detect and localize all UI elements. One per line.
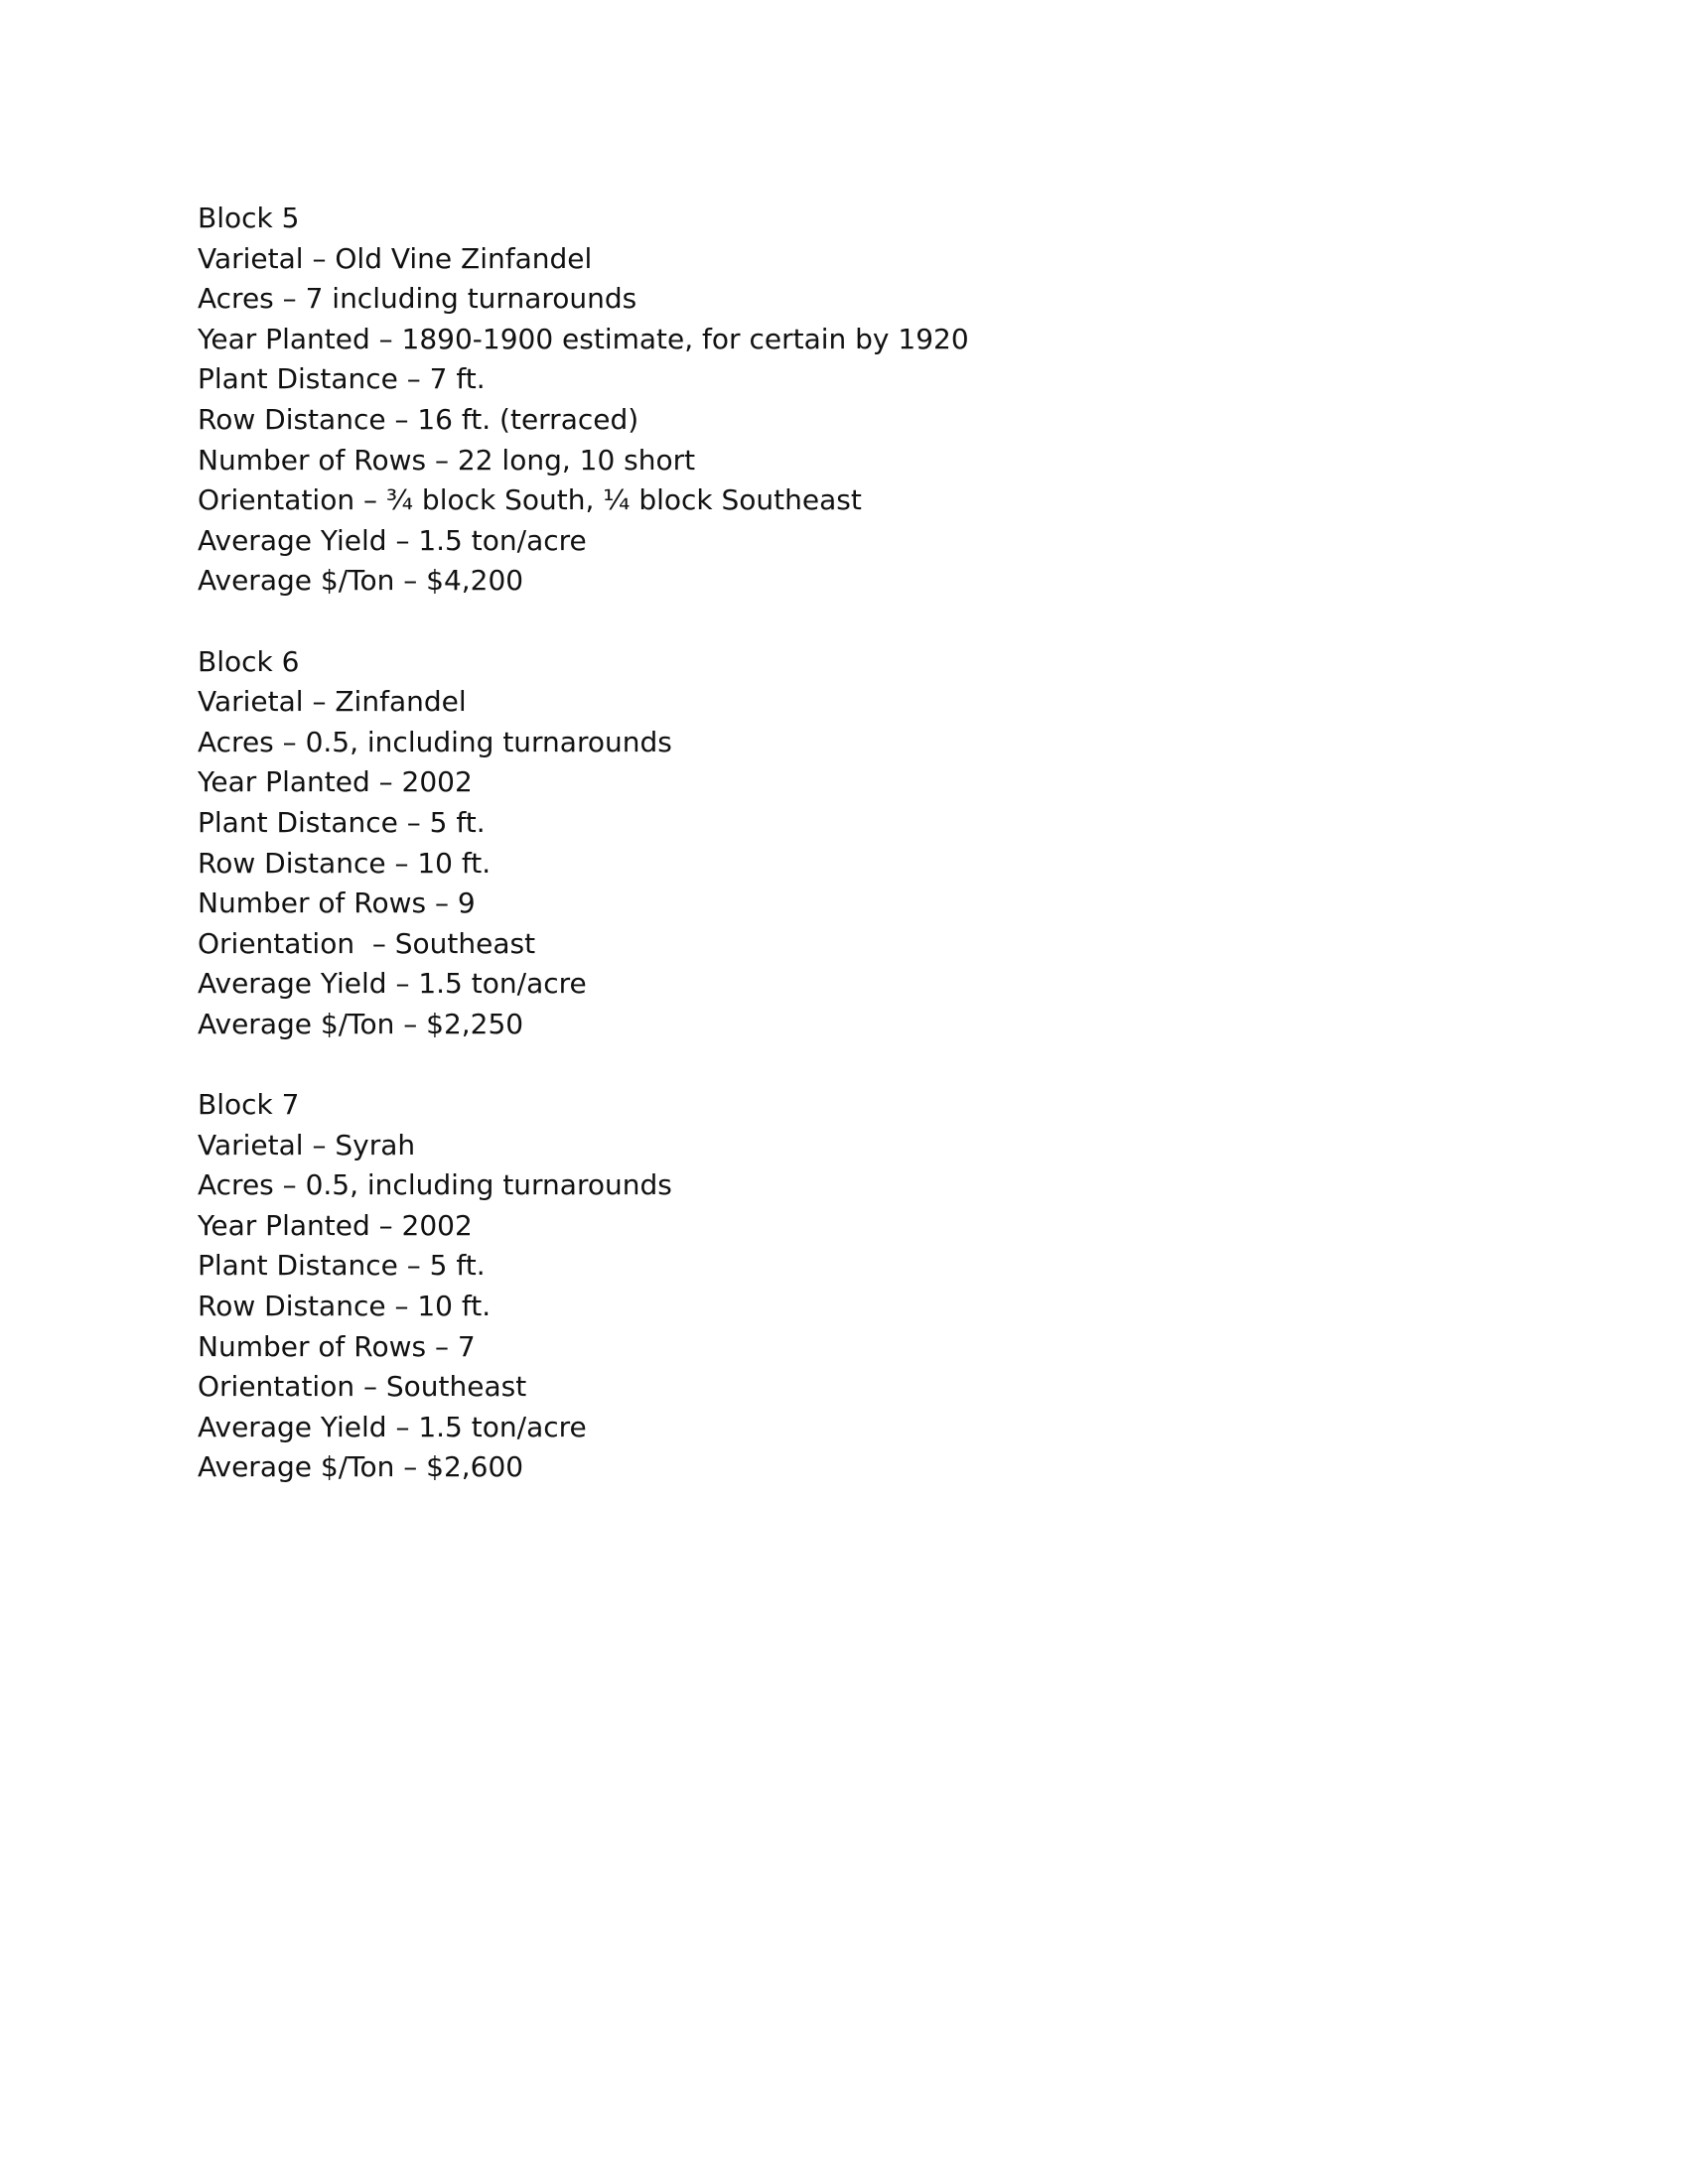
block-title: Block 6	[198, 644, 300, 678]
plant-distance-line: Plant Distance – 5 ft.	[198, 1249, 486, 1283]
varietal-line: Varietal – Old Vine Zinfandel	[198, 241, 593, 275]
varietal-line: Varietal – Syrah	[198, 1128, 416, 1161]
year-planted-line: Year Planted – 2002	[198, 765, 473, 799]
acres-line: Acres – 0.5, including turnarounds	[198, 725, 672, 758]
number-of-rows-line: Number of Rows – 22 long, 10 short	[198, 443, 696, 477]
year-planted-line: Year Planted – 2002	[198, 1208, 473, 1242]
orientation-line: Orientation – Southeast	[198, 926, 536, 960]
orientation-line: Orientation – ¾ block South, ¼ block Southeast	[198, 483, 862, 517]
average-price-line: Average $/Ton – $2,600	[198, 1450, 524, 1484]
block-title: Block 7	[198, 1088, 300, 1122]
number-of-rows-line: Number of Rows – 9	[198, 887, 476, 920]
average-price-line: Average $/Ton – $2,250	[198, 1007, 524, 1040]
number-of-rows-line: Number of Rows – 7	[198, 1329, 476, 1363]
orientation-line: Orientation – Southeast	[198, 1370, 527, 1404]
year-planted-line: Year Planted – 1890-1900 estimate, for certain by 1920	[198, 322, 969, 355]
block-7-section	[198, 1085, 1488, 1488]
average-price-line: Average $/Ton – $4,200	[198, 564, 524, 598]
block-5-section	[198, 199, 1488, 602]
document-body	[198, 199, 1488, 1529]
average-yield-line: Average Yield – 1.5 ton/acre	[198, 523, 587, 557]
row-distance-line: Row Distance – 16 ft. (terraced)	[198, 402, 639, 436]
plant-distance-line: Plant Distance – 7 ft.	[198, 362, 486, 396]
block-title: Block 5	[198, 202, 300, 234]
varietal-line: Varietal – Zinfandel	[198, 685, 467, 719]
row-distance-line: Row Distance – 10 ft.	[198, 846, 492, 880]
plant-distance-line: Plant Distance – 5 ft.	[198, 805, 486, 839]
row-distance-line: Row Distance – 10 ft.	[198, 1290, 492, 1323]
block-6-section	[198, 642, 1488, 1045]
average-yield-line: Average Yield – 1.5 ton/acre	[198, 967, 587, 1001]
acres-line: Acres – 0.5, including turnarounds	[198, 1168, 672, 1202]
average-yield-line: Average Yield – 1.5 ton/acre	[198, 1410, 587, 1443]
acres-line: Acres – 7 including turnarounds	[198, 282, 637, 316]
